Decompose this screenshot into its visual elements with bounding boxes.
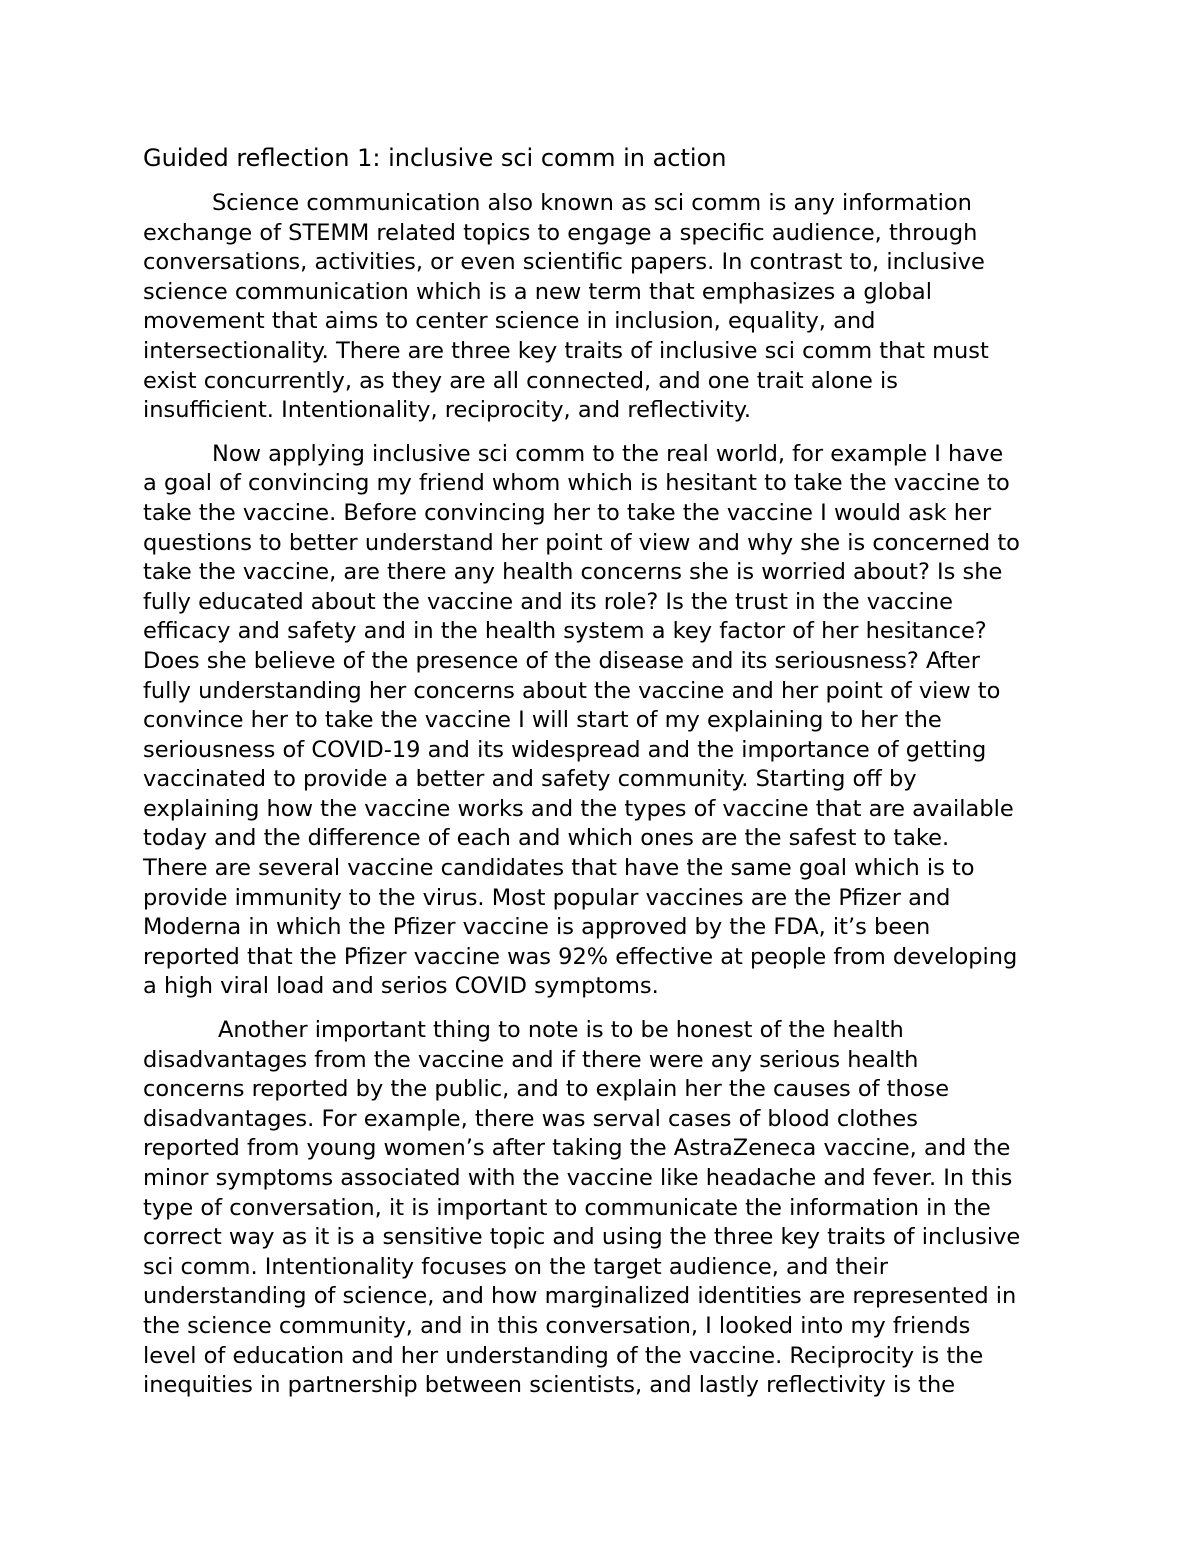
paragraph-line: disadvantages from the vaccine and if there were any serious health xyxy=(143,1046,919,1073)
paragraph-line: movement that aims to center science in inclusion, equality, and xyxy=(143,308,876,335)
paragraph-line: Science communication also known as sci comm is any information xyxy=(212,190,972,216)
paragraph-line: take the vaccine. Before convincing her to take the vaccine I would ask her xyxy=(143,499,992,526)
paragraph-line: science communication which is a new term that emphasizes a global xyxy=(143,278,932,305)
paragraph-line: a goal of convincing my friend whom which is hesitant to take the vaccine to xyxy=(143,470,1010,497)
paragraph-line: level of education and her understanding of the vaccine. Reciprocity is the xyxy=(143,1342,984,1369)
paragraph-line: seriousness of COVID-19 and its widespread and the importance of getting xyxy=(143,736,987,763)
paragraph-line: conversations, activities, or even scientific papers. In contrast to, inclusive xyxy=(143,249,985,276)
paragraph-line: questions to better understand her point of view and why she is concerned to xyxy=(143,529,1020,556)
paragraph-line: convince her to take the vaccine I will start of my explaining to her the xyxy=(143,707,942,734)
document-title: Guided reflection 1: inclusive sci comm in action xyxy=(143,144,727,172)
paragraph-line: explaining how the vaccine works and the types of vaccine that are available xyxy=(143,795,1014,822)
paragraph-line: correct way as it is a sensitive topic and using the three key traits of inclusive xyxy=(143,1224,1021,1251)
paragraph-line: intersectionality. There are three key traits of inclusive sci comm that must xyxy=(143,337,989,364)
paragraph-line: Another important thing to note is to be honest of the health xyxy=(218,1017,904,1044)
paragraph-line: vaccinated to provide a better and safety community. Starting off by xyxy=(143,766,917,793)
paragraph-line: fully educated about the vaccine and its role? Is the trust in the vaccine xyxy=(143,588,953,615)
paragraph-line: Now applying inclusive sci comm to the real world, for example I have xyxy=(212,440,1004,467)
paragraph-line: inequities in partnership between scientists, and lastly reflectivity is the xyxy=(143,1372,956,1399)
paragraph-1 xyxy=(143,189,1083,426)
paragraph-line: insufficient. Intentionality, reciprocity, and reflectivity. xyxy=(143,397,752,424)
paragraph-3 xyxy=(143,1016,1083,1401)
paragraph-line: provide immunity to the virus. Most popular vaccines are the Pfizer and xyxy=(143,884,951,911)
paragraph-line: exchange of STEMM related topics to engage a specific audience, through xyxy=(143,219,978,246)
paragraph-line: Moderna in which the Pfizer vaccine is approved by the FDA, it’s been xyxy=(143,914,931,941)
paragraph-line: sci comm. Intentionality focuses on the target audience, and their xyxy=(143,1253,888,1280)
paragraph-line: Does she believe of the presence of the disease and its seriousness? After xyxy=(143,647,980,674)
paragraph-line: There are several vaccine candidates that have the same goal which is to xyxy=(143,855,975,882)
document-body xyxy=(143,141,1083,1415)
paragraph-line: today and the difference of each and which ones are the safest to take. xyxy=(143,825,950,852)
paragraph-line: minor symptoms associated with the vaccine like headache and fever. In this xyxy=(143,1165,1013,1191)
paragraph-line: reported that the Pfizer vaccine was 92% effective at people from developing xyxy=(143,943,1018,970)
paragraph-line: type of conversation, it is important to communicate the information in the xyxy=(143,1194,991,1221)
paragraph-line: understanding of science, and how marginalized identities are represented in xyxy=(143,1283,1017,1310)
paragraph-line: a high viral load and serios COVID symptoms. xyxy=(143,973,659,1000)
paragraph-line: concerns reported by the public, and to explain her the causes of those xyxy=(143,1076,950,1103)
paragraph-line: efficacy and safety and in the health system a key factor of her hesitance? xyxy=(143,618,987,645)
paragraph-line: take the vaccine, are there any health concerns she is worried about? Is she xyxy=(143,559,1003,586)
paragraph-line: reported from young women’s after taking the AstraZeneca vaccine, and the xyxy=(143,1135,1011,1162)
paragraph-line: disadvantages. For example, there was serval cases of blood clothes xyxy=(143,1105,918,1132)
paragraph-line: the science community, and in this conversation, I looked into my friends xyxy=(143,1312,971,1339)
paragraph-line: exist concurrently, as they are all connected, and one trait alone is xyxy=(143,367,898,394)
paragraph-line: fully understanding her concerns about the vaccine and her point of view to xyxy=(143,677,1001,704)
paragraph-2 xyxy=(143,440,1083,1002)
